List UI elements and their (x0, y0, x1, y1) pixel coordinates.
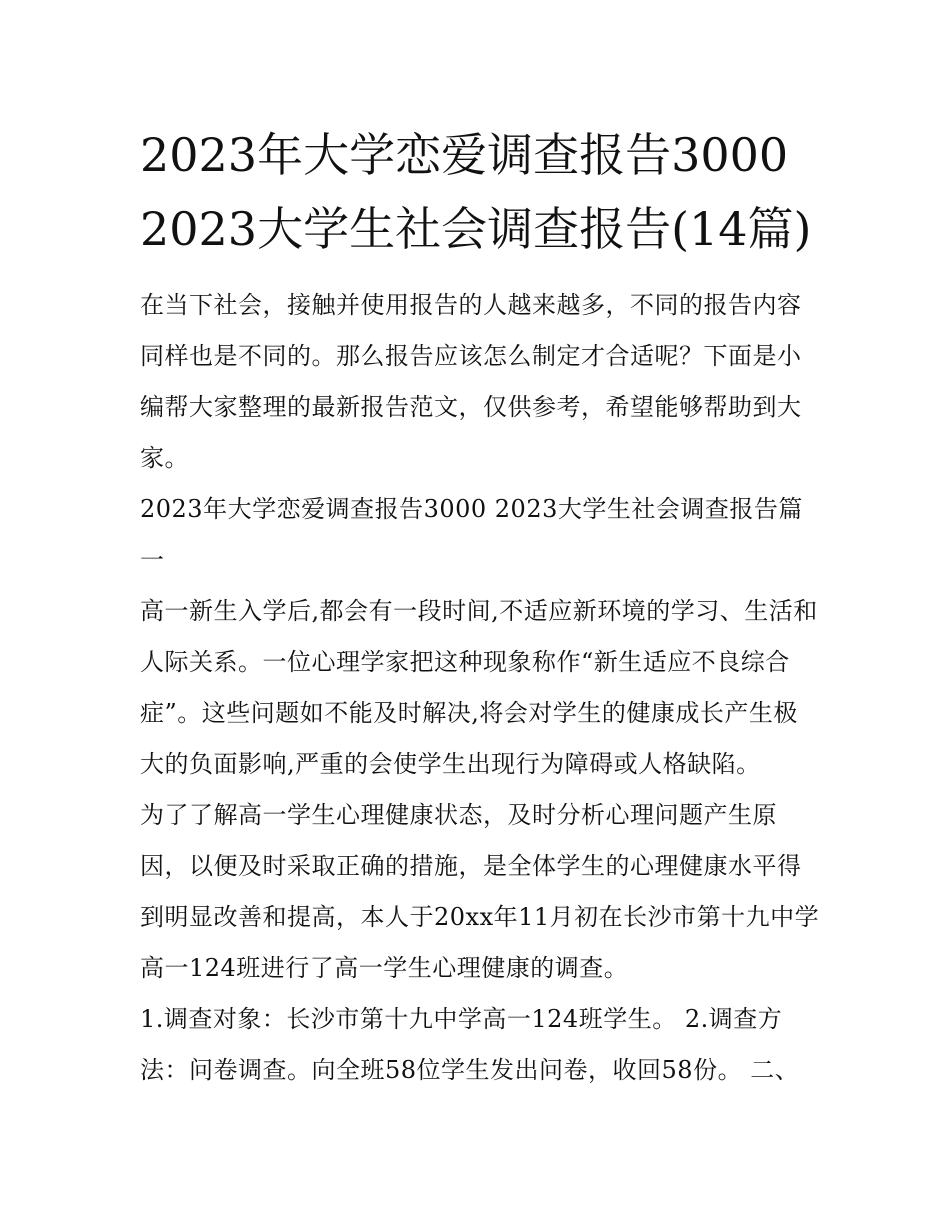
body-paragraph: 为了了解高一学生心理健康状态，及时分析心理问题产生原因，以便及时采取正确的措施，是全体学生的心理健康水平得到明显改善和提高，本人于20xx年11月初在长沙市第十九中学高一124班进行了高一学生心理健康的调查。 (140, 801, 820, 982)
body-paragraph: 高一新生入学后,都会有一段时间,不适应新环境的学习、生活和人际关系。一位心理学家把这种现象称作“新生适应不良综合症”。这些问题如不能及时解决,将会对学生的健康成长产生极大的负面影响,严重的会使学生出现行为障碍或人格缺陷。 (140, 597, 818, 778)
document-page (140, 118, 820, 1096)
section-heading: 2023年大学恋爱调查报告3000 2023大学生社会调查报告篇一 (140, 495, 803, 574)
intro-paragraph: 在当下社会，接触并使用报告的人越来越多，不同的报告内容同样也是不同的。那么报告应该怎么制定才合适呢？下面是小编帮大家整理的最新报告范文，仅供参考，希望能够帮助到大家。 (140, 291, 802, 472)
body-paragraph: 1.调查对象：长沙市第十九中学高一124班学生。 2.调查方法：问卷调查。向全班58位学生发出问卷，收回58份。 二、 (140, 1005, 800, 1084)
document-title: 2023年大学恋爱调查报告3000 2023大学生社会调查报告(14篇) (140, 128, 812, 256)
